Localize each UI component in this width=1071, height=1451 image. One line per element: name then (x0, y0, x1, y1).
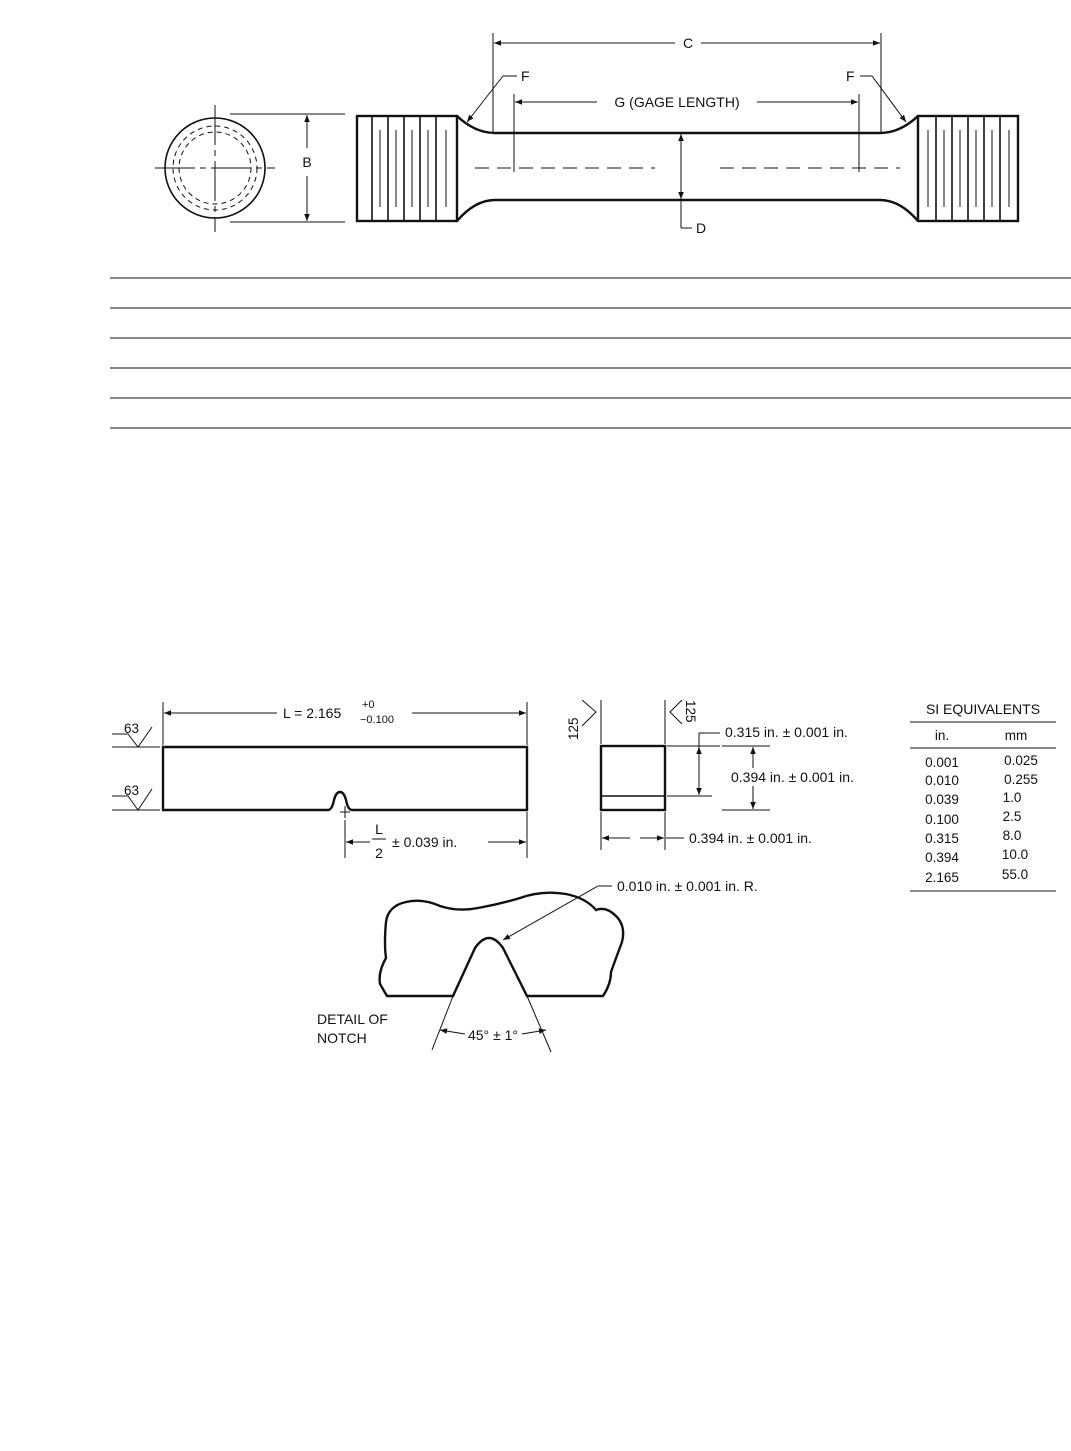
fillet-leader-left (467, 68, 530, 122)
end-view-circle (155, 105, 275, 232)
notch-detail (317, 878, 758, 1052)
si-table-title: SI EQUIVALENTS (925, 701, 1041, 717)
si-row-mm: 10.0 (1001, 847, 1029, 862)
finish-bottom-value: 63 (124, 783, 140, 798)
label-f-right: F (846, 68, 855, 84)
half-length-numerator: L (375, 821, 383, 837)
half-length-denominator: 2 (375, 845, 383, 861)
impact-specimen-end-view (566, 700, 854, 850)
si-row-mm: 1.0 (1002, 790, 1022, 805)
detail-title-line1: DETAIL OF (317, 1011, 388, 1027)
si-row-mm: 2.5 (1002, 809, 1022, 824)
finish-symbol-end-right (670, 700, 698, 724)
half-length-tolerance: ± 0.039 in. (392, 834, 458, 850)
si-row-inch: 0.100 (925, 812, 959, 827)
impact-specimen-side-view (112, 699, 527, 861)
width-dimension: 0.394 in. ± 0.001 in. (689, 830, 812, 846)
si-col-in: in. (934, 728, 950, 743)
si-col-mm: mm (1004, 728, 1028, 743)
length-tol-plus: +0 (362, 699, 375, 711)
label-c: C (682, 35, 694, 51)
finish-end-left-value: 125 (566, 717, 581, 740)
si-row-inch: 0.315 (925, 831, 959, 846)
dimension-c (493, 33, 881, 132)
specimen-outline (357, 116, 1018, 221)
tensile-specimen-figure (155, 33, 1018, 236)
finish-symbol-end-left (566, 700, 596, 740)
finish-symbol-top (112, 721, 160, 747)
fillet-leader-right (846, 68, 906, 122)
detail-title-line2: NOTCH (317, 1030, 367, 1046)
length-label: L = 2.165 (283, 705, 342, 721)
si-row-inch: 2.165 (925, 870, 959, 885)
label-g: G (GAGE LENGTH) (614, 94, 740, 110)
si-row-inch: 0.010 (925, 773, 959, 788)
si-row-inch: 0.001 (925, 755, 959, 770)
dimension-d (681, 134, 706, 236)
si-row-mm: 0.025 (1004, 753, 1038, 768)
si-row-mm: 8.0 (1002, 828, 1022, 843)
notch-depth-dimension: 0.315 in. ± 0.001 in. (725, 724, 848, 740)
blank-table (110, 278, 1071, 428)
si-row-inch: 0.394 (925, 850, 959, 865)
finish-symbol-bottom (112, 783, 160, 810)
notch-angle: 45° ± 1° (467, 1027, 519, 1043)
finish-end-right-value: 125 (683, 700, 698, 723)
si-row-mm: 0.255 (1004, 772, 1038, 787)
finish-top-value: 63 (124, 721, 140, 736)
label-f-left: F (521, 68, 530, 84)
length-tol-minus: −0.100 (360, 714, 394, 726)
label-b: B (302, 154, 312, 170)
si-row-inch: 0.039 (925, 792, 959, 807)
si-row-mm: 55.0 (1001, 867, 1029, 882)
si-equivalents-table (910, 701, 1056, 891)
height-dimension: 0.394 in. ± 0.001 in. (731, 769, 854, 785)
notch-radius-callout: 0.010 in. ± 0.001 in. R. (617, 878, 758, 894)
label-d: D (696, 220, 707, 236)
